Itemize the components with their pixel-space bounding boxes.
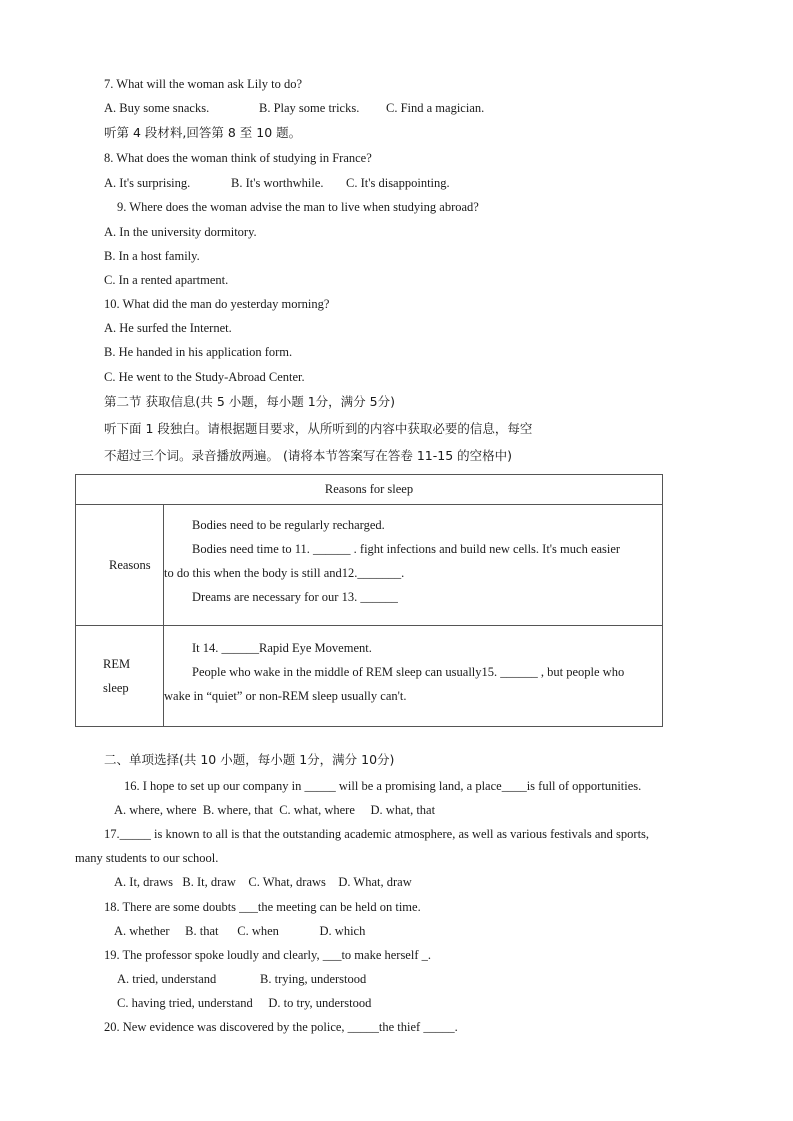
q16-stem: 16. I hope to set up our company in _____ will be a promising land, a place____is full of opportunities. <box>124 779 642 793</box>
reasons-line-4: Dreams are necessary for our 13. ______ <box>192 590 398 604</box>
q7-option-b: B. Play some tricks. <box>259 101 360 115</box>
table-title: Reasons for sleep <box>324 482 414 496</box>
table-label-cell <box>76 626 164 727</box>
section2-title: 第二节 获取信息(共 5 小题，每小题 1分，满分 5分) <box>104 394 395 409</box>
table-content-cell <box>164 505 663 626</box>
reasons-line-1: Bodies need to be regularly recharged. <box>192 518 385 532</box>
q7-option-c: C. Find a magician. <box>386 101 485 115</box>
q8-option-b: B. It's worthwhile. <box>231 176 324 190</box>
reasons-table <box>75 474 663 727</box>
table-title-cell <box>76 475 663 505</box>
table-label-cell <box>76 505 164 626</box>
q8-option-a: A. It's surprising. <box>104 176 191 190</box>
q10-option-a: A. He surfed the Internet. <box>104 321 232 335</box>
q17-stem: 17._____ is known to all is that the outstanding academic atmosphere, as well as various festivals and sports, <box>104 827 650 841</box>
rem-label-2: sleep <box>103 681 129 695</box>
rem-line-2: People who wake in the middle of REM sleep can usually15. ______ , but people who <box>192 665 625 679</box>
q18-stem: 18. There are some doubts ___the meeting can be held on time. <box>104 900 421 914</box>
q7-option-a: A. Buy some snacks. <box>104 101 210 115</box>
q9-option-c: C. In a rented apartment. <box>104 273 229 287</box>
q19-options-1: A. tried, understand B. trying, understood <box>117 972 367 986</box>
q10-option-b: B. He handed in his application form. <box>104 345 293 359</box>
section2-instruction-2: 不超过三个词。录音播放两遍。 (请将本节答案写在答卷 11-15 的空格中) <box>104 448 512 463</box>
q16-options: A. where, where B. where, that C. what, where D. what, that <box>114 803 436 817</box>
part2-title: 二、单项选择(共 10 小题，每小题 1分，满分 10分) <box>104 752 395 767</box>
q18-options: A. whether B. that C. when D. which <box>114 924 366 938</box>
q8-stem: 8. What does the woman think of studying in France? <box>104 151 372 165</box>
q17-options: A. It, draws B. It, draw C. What, draws D. What, draw <box>114 875 412 889</box>
rem-line-3: wake in “quiet” or non-REM sleep usually can't. <box>164 689 407 703</box>
q8-option-c: C. It's disappointing. <box>346 176 450 190</box>
q19-options-2: C. having tried, understand D. to try, understood <box>117 996 372 1010</box>
rem-line-1: It 14. ______Rapid Eye Movement. <box>192 641 372 655</box>
section2-instruction-1: 听下面 1 段独白。请根据题目要求，从所听到的内容中获取必要的信息，每空 <box>104 421 533 436</box>
q9-option-b: B. In a host family. <box>104 249 200 263</box>
reasons-label: Reasons <box>109 557 151 572</box>
q9-stem: 9. Where does the woman advise the man to live when studying abroad? <box>117 200 479 214</box>
reasons-line-3: to do this when the body is still and12._______. <box>164 566 405 580</box>
q10-stem: 10. What did the man do yesterday morning? <box>104 297 330 311</box>
q9-option-a: A. In the university dormitory. <box>104 225 257 239</box>
q7-stem: 7. What will the woman ask Lily to do? <box>104 77 302 91</box>
table-content-cell <box>164 626 663 727</box>
rem-label-1: REM <box>103 657 131 671</box>
q10-option-c: C. He went to the Study-Abroad Center. <box>104 370 305 384</box>
q20-stem: 20. New evidence was discovered by the police, _____the thief _____. <box>104 1020 458 1034</box>
reasons-line-2: Bodies need time to 11. ______ . fight infections and build new cells. It's much easier <box>192 542 621 556</box>
q19-stem: 19. The professor spoke loudly and clearly, ___to make herself _. <box>104 948 431 962</box>
part4-header: 听第 4 段材料,回答第 8 至 10 题。 <box>104 125 302 140</box>
q17-stem-continued: many students to our school. <box>75 851 219 865</box>
